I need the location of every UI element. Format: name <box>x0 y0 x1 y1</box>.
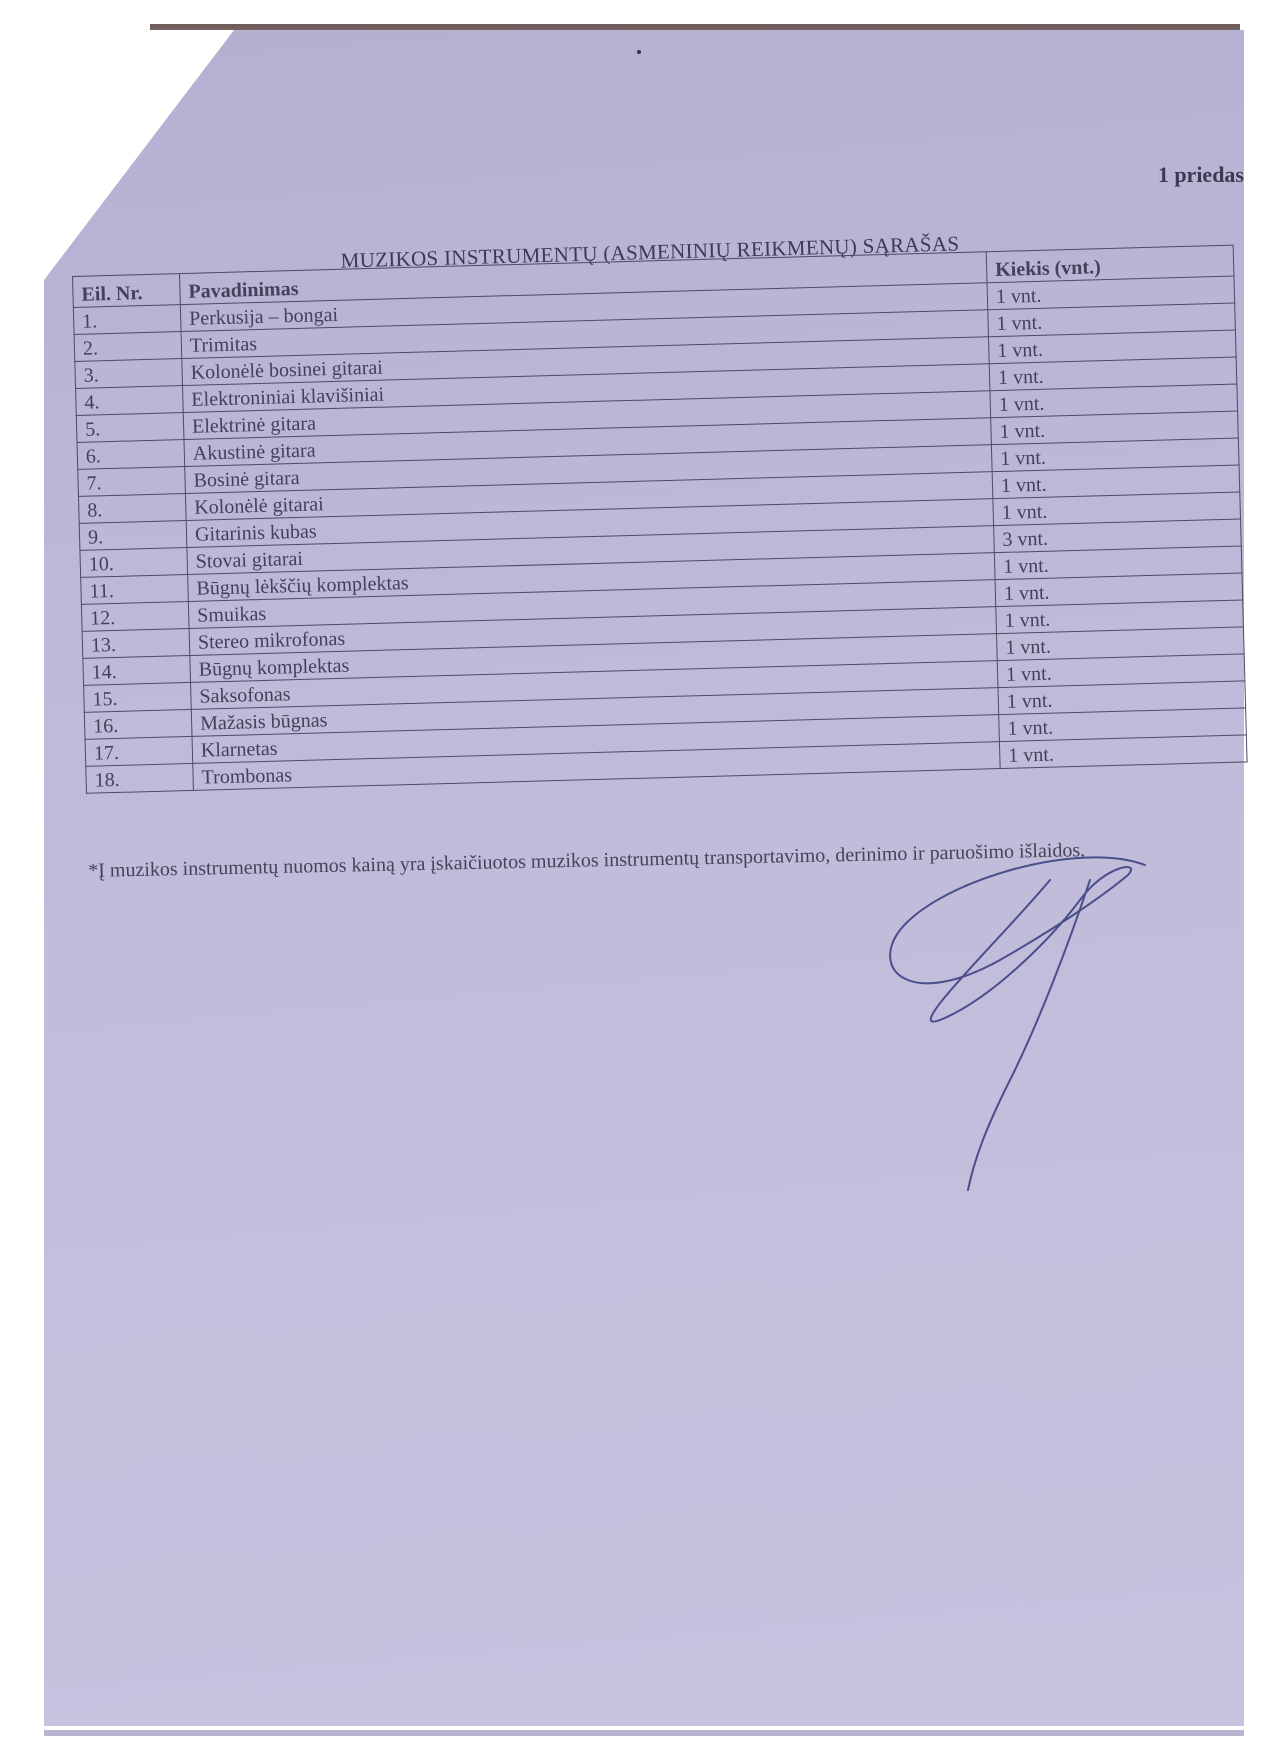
row-number: 12. <box>81 601 189 631</box>
row-name: Bosinė gitara <box>185 445 992 494</box>
row-name: Gitarinis kubas <box>186 499 993 548</box>
annex-label: 1 priedas <box>1157 162 1244 187</box>
row-number: 8. <box>78 494 186 524</box>
row-name: Elektrinė gitara <box>183 391 990 440</box>
row-number: 13. <box>82 628 190 658</box>
row-name: Trimitas <box>181 310 988 359</box>
row-number: 4. <box>76 386 184 416</box>
row-name: Elektroniniai klavišiniai <box>183 364 990 413</box>
row-quantity: 1 vnt. <box>997 654 1245 688</box>
row-number: 15. <box>84 682 192 712</box>
folded-corner <box>44 30 234 280</box>
row-name: Klarnetas <box>192 715 999 764</box>
row-number: 5. <box>76 413 184 443</box>
row-quantity: 1 vnt. <box>999 708 1247 742</box>
header-name: Pavadinimas <box>179 252 987 305</box>
row-number: 17. <box>85 736 193 766</box>
row-number: 10. <box>80 547 188 577</box>
document-title: MUZIKOS INSTRUMENTŲ (ASMENINIŲ REIKMENŲ) SĄRAŠAS <box>340 231 960 273</box>
row-quantity: 1 vnt. <box>990 384 1238 418</box>
scan-speck <box>637 50 641 54</box>
row-name: Būgnų lėkščių komplektas <box>188 553 995 602</box>
row-number: 14. <box>83 655 191 685</box>
row-name: Kolonėlė bosinei gitarai <box>182 337 989 386</box>
row-quantity: 1 vnt. <box>987 276 1235 310</box>
row-number: 2. <box>74 332 182 362</box>
row-name: Mažasis būgnas <box>191 688 998 737</box>
header-number: Eil. Nr. <box>73 274 181 308</box>
row-quantity: 1 vnt. <box>995 573 1243 607</box>
row-number: 6. <box>77 440 185 470</box>
row-name: Stereo mikrofonas <box>189 607 996 656</box>
row-name: Trombonas <box>193 742 1000 791</box>
row-number: 18. <box>86 763 194 793</box>
row-quantity: 1 vnt. <box>988 330 1236 364</box>
row-quantity: 1 vnt. <box>993 492 1241 526</box>
row-quantity: 1 vnt. <box>992 465 1240 499</box>
row-number: 9. <box>79 521 187 551</box>
row-quantity: 1 vnt. <box>998 681 1246 715</box>
row-number: 1. <box>73 305 181 335</box>
row-number: 3. <box>75 359 183 389</box>
row-name: Perkusija – bongai <box>180 283 987 332</box>
row-quantity: 1 vnt. <box>988 303 1236 337</box>
row-quantity: 1 vnt. <box>996 600 1244 634</box>
row-quantity: 1 vnt. <box>989 357 1237 391</box>
row-quantity: 1 vnt. <box>994 546 1242 580</box>
row-name: Saksofonas <box>191 661 998 710</box>
row-number: 11. <box>81 574 189 604</box>
row-name: Kolonėlė gitarai <box>185 472 992 521</box>
row-quantity: 1 vnt. <box>999 735 1247 769</box>
row-quantity: 1 vnt. <box>991 438 1239 472</box>
handwritten-signature <box>880 820 1220 1200</box>
scan-bottom-edge <box>44 1730 1244 1736</box>
row-quantity: 3 vnt. <box>994 519 1242 553</box>
row-name: Akustinė gitara <box>184 418 991 467</box>
row-number: 7. <box>78 467 186 497</box>
row-name: Būgnų komplektas <box>190 634 997 683</box>
footnote: *Į muzikos instrumentų nuomos kainą yra įskaičiuotos muzikos instrumentų transportavimo, derinimo ir paruošimo išlaidos. <box>88 839 1086 882</box>
row-name: Stovai gitarai <box>187 526 994 575</box>
row-quantity: 1 vnt. <box>997 627 1245 661</box>
instrument-table <box>72 245 1248 794</box>
header-quantity: Kiekis (vnt.) <box>986 245 1234 283</box>
row-name: Smuikas <box>188 580 995 629</box>
row-quantity: 1 vnt. <box>991 411 1239 445</box>
row-number: 16. <box>84 709 192 739</box>
